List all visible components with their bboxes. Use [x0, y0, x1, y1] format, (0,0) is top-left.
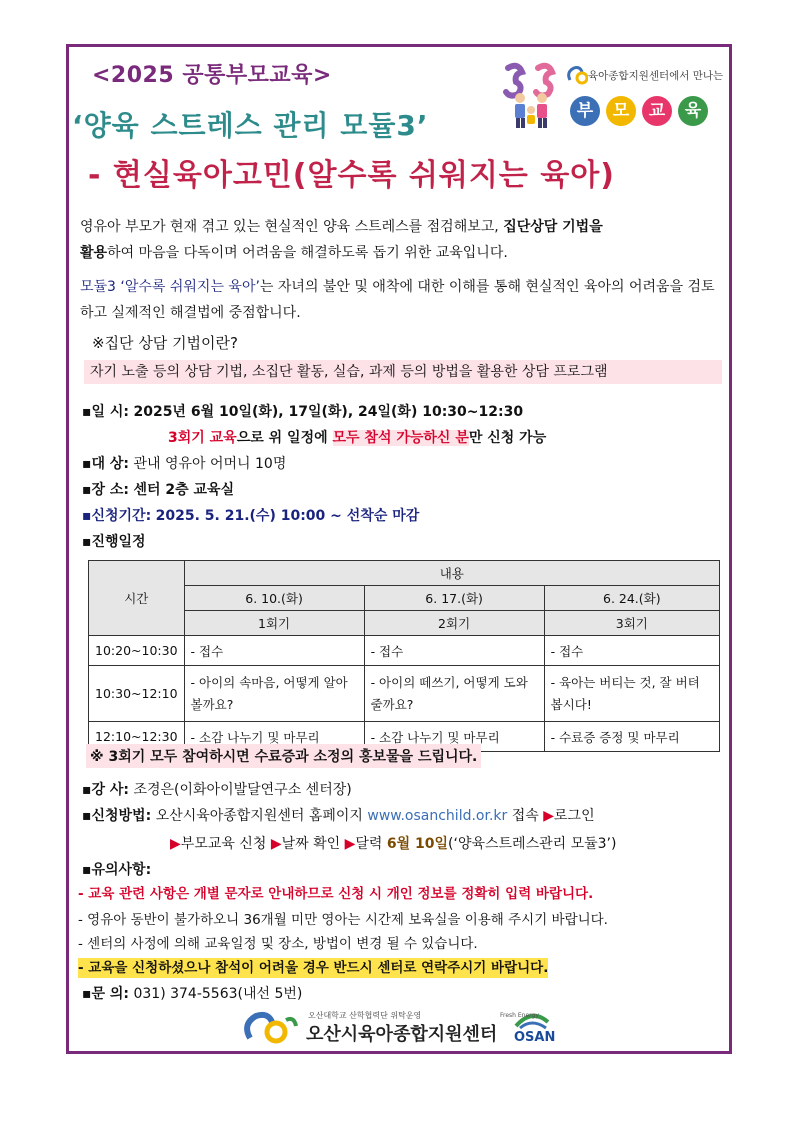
module-description: 는 자녀의 불안 및 애착에 대한 이해를 통해 현실적인 육아의 어려움을 검토하고 실제적인 해결법에 중점합니다.	[80, 279, 715, 321]
intro-text: 영유아 부모가 현재 겪고 있는 현실적인 양육 스트레스를 점검해보고,	[80, 219, 504, 235]
table-row	[89, 666, 720, 722]
info-notes-label	[82, 860, 151, 880]
method-label: ▪신청방법:	[82, 808, 152, 824]
table-cell: - 소감 나누기 및 마무리	[364, 722, 544, 752]
method-step-calendar: 달력	[355, 836, 387, 852]
info-lecturer	[82, 780, 352, 800]
info-schedule-label	[82, 532, 146, 552]
date-note	[168, 428, 546, 448]
badge-yuk: 육	[678, 96, 708, 126]
table-cell: - 수료증 증정 및 마무리	[544, 722, 719, 752]
date-value: 2025년 6월 10일(화), 17일(화), 24일(화) 10:30~12:30	[133, 404, 524, 420]
session-header-1: 1회기	[184, 611, 364, 636]
arrow-icon: ▶	[344, 836, 356, 852]
table-cell: - 접수	[184, 636, 364, 666]
table-cell: - 접수	[364, 636, 544, 666]
method-date: 6월 10일	[386, 836, 449, 852]
family-illustration-icon	[500, 62, 562, 130]
schedule-label: ▪진행일정	[82, 534, 146, 550]
info-contact	[82, 984, 302, 1004]
apply-value: 2025. 5. 21.(수) 10:00 ~ 선착순 마감	[155, 508, 420, 524]
date-note-tail: 만 신청 가능	[468, 430, 547, 446]
arrow-icon: ▶	[543, 808, 555, 824]
target-label: ▪대 상:	[82, 456, 130, 472]
city-name: OSAN	[514, 1030, 556, 1045]
page-subtitle: - 현실육아고민(알수록 쉬워지는 육아)	[88, 158, 615, 193]
lecturer-value: 조경은(이화아이발달연구소 센터장)	[133, 782, 352, 798]
apply-label: ▪신청기간:	[82, 508, 152, 524]
table-cell: - 육아는 버티는 것, 잘 버텨 봅시다!	[544, 666, 719, 722]
date-header-2: 6. 17.(화)	[364, 586, 544, 611]
homepage-link[interactable]: www.osanchild.or.kr	[367, 808, 508, 824]
method-step-date: 날짜 확인	[281, 836, 345, 852]
info-target	[82, 454, 286, 474]
intro-text-2: 하여 마음을 다독이며 어려움을 해결하도록 돕기 위한 교육입니다.	[107, 245, 508, 261]
info-date	[82, 402, 523, 422]
table-cell: - 아이의 떼쓰기, 어떻게 도와줄까요?	[364, 666, 544, 722]
method-step-apply: 부모교육 신청	[180, 836, 271, 852]
info-method	[82, 806, 595, 826]
table-cell: - 접수	[544, 636, 719, 666]
page-title: ‘양육 스트레스 관리 모듈3’	[72, 109, 429, 142]
arrow-icon: ▶	[170, 836, 181, 852]
table-row	[89, 636, 720, 666]
row-time: 10:20~10:30	[89, 636, 185, 666]
date-header-3: 6. 24.(화)	[544, 586, 719, 611]
session-header-2: 2회기	[364, 611, 544, 636]
intro-emphasis-2: 활용	[80, 245, 108, 261]
center-logo-icon	[566, 64, 588, 86]
info-place	[82, 480, 234, 500]
row-time: 12:10~12:30	[89, 722, 185, 752]
group-counseling-description: 자기 노출 등의 상담 기법, 소집단 활동, 실습, 과제 등의 방법을 활용한 상담 프로그램	[84, 360, 722, 384]
city-slogan: Fresh Energy	[500, 1012, 539, 1019]
module-name: 모듈3 ‘알수록 쉬워지는 육아’	[80, 279, 260, 295]
center-logo-icon	[240, 1010, 300, 1046]
info-method-cont	[170, 834, 616, 854]
date-label: ▪일 시:	[82, 404, 130, 420]
place-value: 센터 2층 교육실	[133, 482, 235, 498]
intro-emphasis: 집단상담 기법을	[503, 219, 603, 235]
badge-gyo: 교	[642, 96, 672, 126]
target-value: 관내 영유아 어머니 10명	[133, 456, 287, 472]
time-header: 시간	[89, 561, 185, 636]
row-time: 10:30~12:10	[89, 666, 185, 722]
info-apply-period	[82, 506, 419, 526]
table-cell: - 소감 나누기 및 마무리	[184, 722, 364, 752]
method-text: 오산시육아종합지원센터 홈페이지	[155, 808, 368, 824]
contact-value: 031) 374-5563(내선 5번)	[133, 986, 303, 1002]
intro-paragraph-1	[80, 214, 728, 266]
method-login: 로그인	[554, 808, 595, 824]
certificate-note: ※ 3회기 모두 참여하시면 수료증과 소정의 홍보물을 드립니다.	[86, 744, 481, 768]
center-name: 오산시육아종합지원센터	[306, 1024, 498, 1045]
date-note-text: 으로 위 일정에	[236, 430, 333, 446]
header-line-1: <2025 공통부모교육>	[92, 63, 332, 88]
session-header-3: 3회기	[544, 611, 719, 636]
place-label: ▪장 소:	[82, 482, 130, 498]
sessions-note: 3회기 교육	[168, 430, 237, 446]
lecturer-label: ▪강 사:	[82, 782, 130, 798]
attendance-note: 모두 참석 가능하신 분	[332, 430, 469, 446]
badge-mo: 모	[606, 96, 636, 126]
contact-label: ▪문 의:	[82, 986, 130, 1002]
content-header: 내용	[184, 561, 719, 586]
logo-tagline: 육아종합지원센터에서 만나는	[588, 70, 724, 82]
method-module: (‘양육스트레스관리 모듈3’)	[448, 836, 617, 852]
method-text-2: 접속	[507, 808, 544, 824]
note-2: - 영유아 동반이 불가하오니 36개월 미만 영아는 시간제 보육실을 이용해 주시기 바랍니다.	[78, 912, 608, 928]
badge-bu: 부	[570, 96, 600, 126]
notes-label: ▪유의사항:	[82, 862, 152, 878]
date-header-1: 6. 10.(화)	[184, 586, 364, 611]
note-3: - 센터의 사정에 의해 교육일정 및 장소, 방법이 변경 될 수 있습니다.	[78, 936, 478, 952]
note-4: - 교육을 신청하셨으나 참석이 어려울 경우 반드시 센터로 연락주시기 바랍니다.	[78, 960, 549, 976]
operator-text: 오산대학교 산학협력단 위탁운영	[308, 1011, 422, 1020]
intro-paragraph-2	[80, 274, 728, 326]
note-1: - 교육 관련 사항은 개별 문자로 안내하므로 신청 시 개인 정보를 정확히 입력 바랍니다.	[78, 886, 594, 902]
group-counseling-title: ※집단 상담 기법이란?	[92, 334, 238, 352]
arrow-icon: ▶	[270, 836, 282, 852]
schedule-table	[88, 560, 720, 752]
table-cell: - 아이의 속마음, 어떻게 알아볼까요?	[184, 666, 364, 722]
